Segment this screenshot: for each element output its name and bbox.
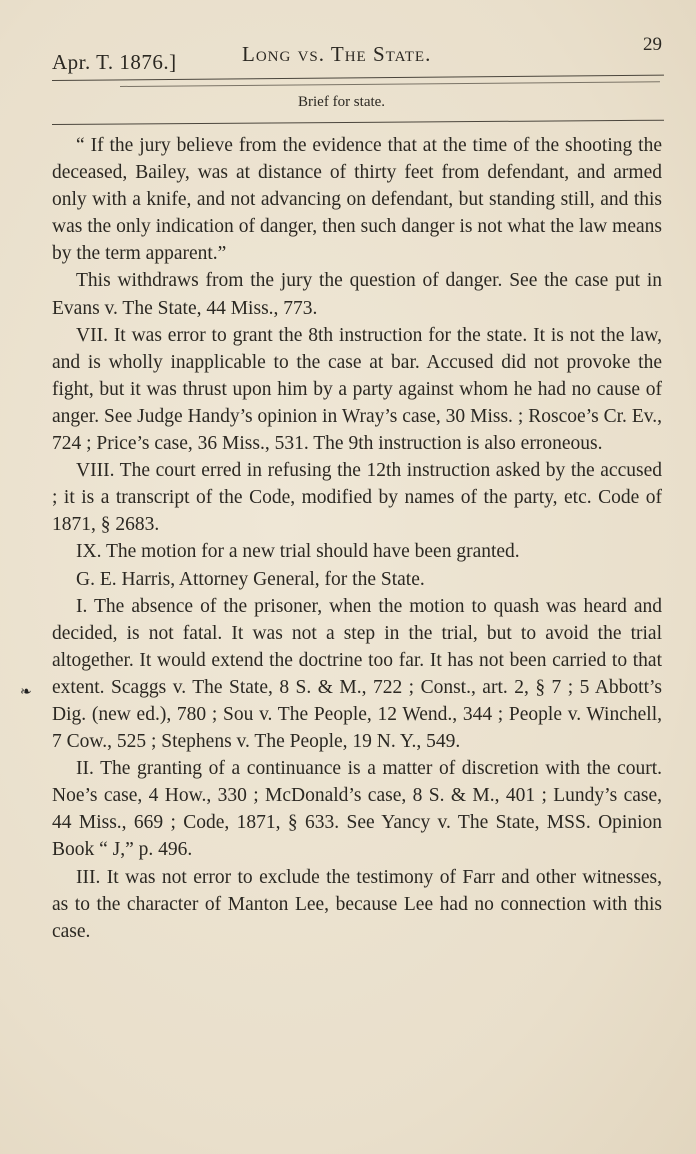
running-head-term: Apr. T. 1876.] (52, 50, 177, 74)
header-rule-secondary (120, 81, 660, 87)
paragraph-ix: IX. The motion for a new trial should have been granted. (76, 541, 520, 563)
running-head-case-title: Long vs. The State. (242, 42, 432, 66)
paragraph-iii: III. It was not error to exclude the testimony of Farr and other witnesses, as to the character of Manton Lee, because Lee had no connection with this case. (52, 866, 662, 942)
body-text (52, 132, 662, 945)
paragraph-i: I. The absence of the prisoner, when the motion to quash was heard and decided, is not fatal. It was not a step in the trial, but to avoid the trial altogether. It would extend the doctrine too far. It has not been carried to that extent. Scaggs v. The State, 8 S. & M., 722 ; Const., art. 2, § 7 ; 5 Abbott’s Dig. (new ed.), 780 ; Sou v. The People, 12 Wend., 344 ; People v. Winchell, 7 Cow., 525 ; Stephens v. The People, 19 N. Y., 549. (52, 595, 662, 753)
header-rule (52, 75, 664, 81)
ink-mark-icon: ❧ (20, 685, 32, 700)
paragraph-vii: VII. It was error to grant the 8th instruction for the state. It is not the law, and is wholly inapplicable to the case at bar. Accused did not provoke the fight, but it was thrust upon him by a party against whom he had no cause of anger. See Judge Handy’s opinion in Wray’s case, 30 Miss. ; Roscoe’s Cr. Ev., 724 ; Price’s case, 36 Miss., 531. The 9th instruction is also erroneous. (52, 324, 662, 455)
page-number: 29 (643, 34, 662, 55)
paragraph-ii: II. The granting of a continuance is a matter of discretion with the court. Noe’s case, 4 How., 330 ; McDonald’s case, 8 S. & M., 401 ; Lundy’s case, 44 Miss., 669 ; Code, 1871, § 633. See Yancy v. The State, MSS. Opinion Book “ J,” p. 496. (52, 758, 662, 861)
running-head (52, 34, 662, 74)
paragraph-withdraws: This withdraws from the jury the question of danger. See the case put in Evans v. The State, 44 Miss., 773. (52, 270, 662, 319)
paragraph-viii: VIII. The court erred in refusing the 12th instruction asked by the accused ; it is a transcript of the Code, modified by names of the party, etc. Code of 1871, § 2683. (52, 460, 662, 536)
section-label: Brief for state. (298, 94, 386, 110)
section-rule (52, 120, 664, 125)
paragraph-attorney-general: G. E. Harris, Attorney General, for the State. (76, 568, 425, 590)
paragraph-quoted-instruction: “ If the jury believe from the evidence that at the time of the shooting the deceased, Bailey, was at distance of thirty feet from defendant, and armed only with a knife, and not advancing on defendant, but standing still, and this was the only indication of danger, then such danger is not what the law means by the term apparent.” (52, 135, 662, 265)
